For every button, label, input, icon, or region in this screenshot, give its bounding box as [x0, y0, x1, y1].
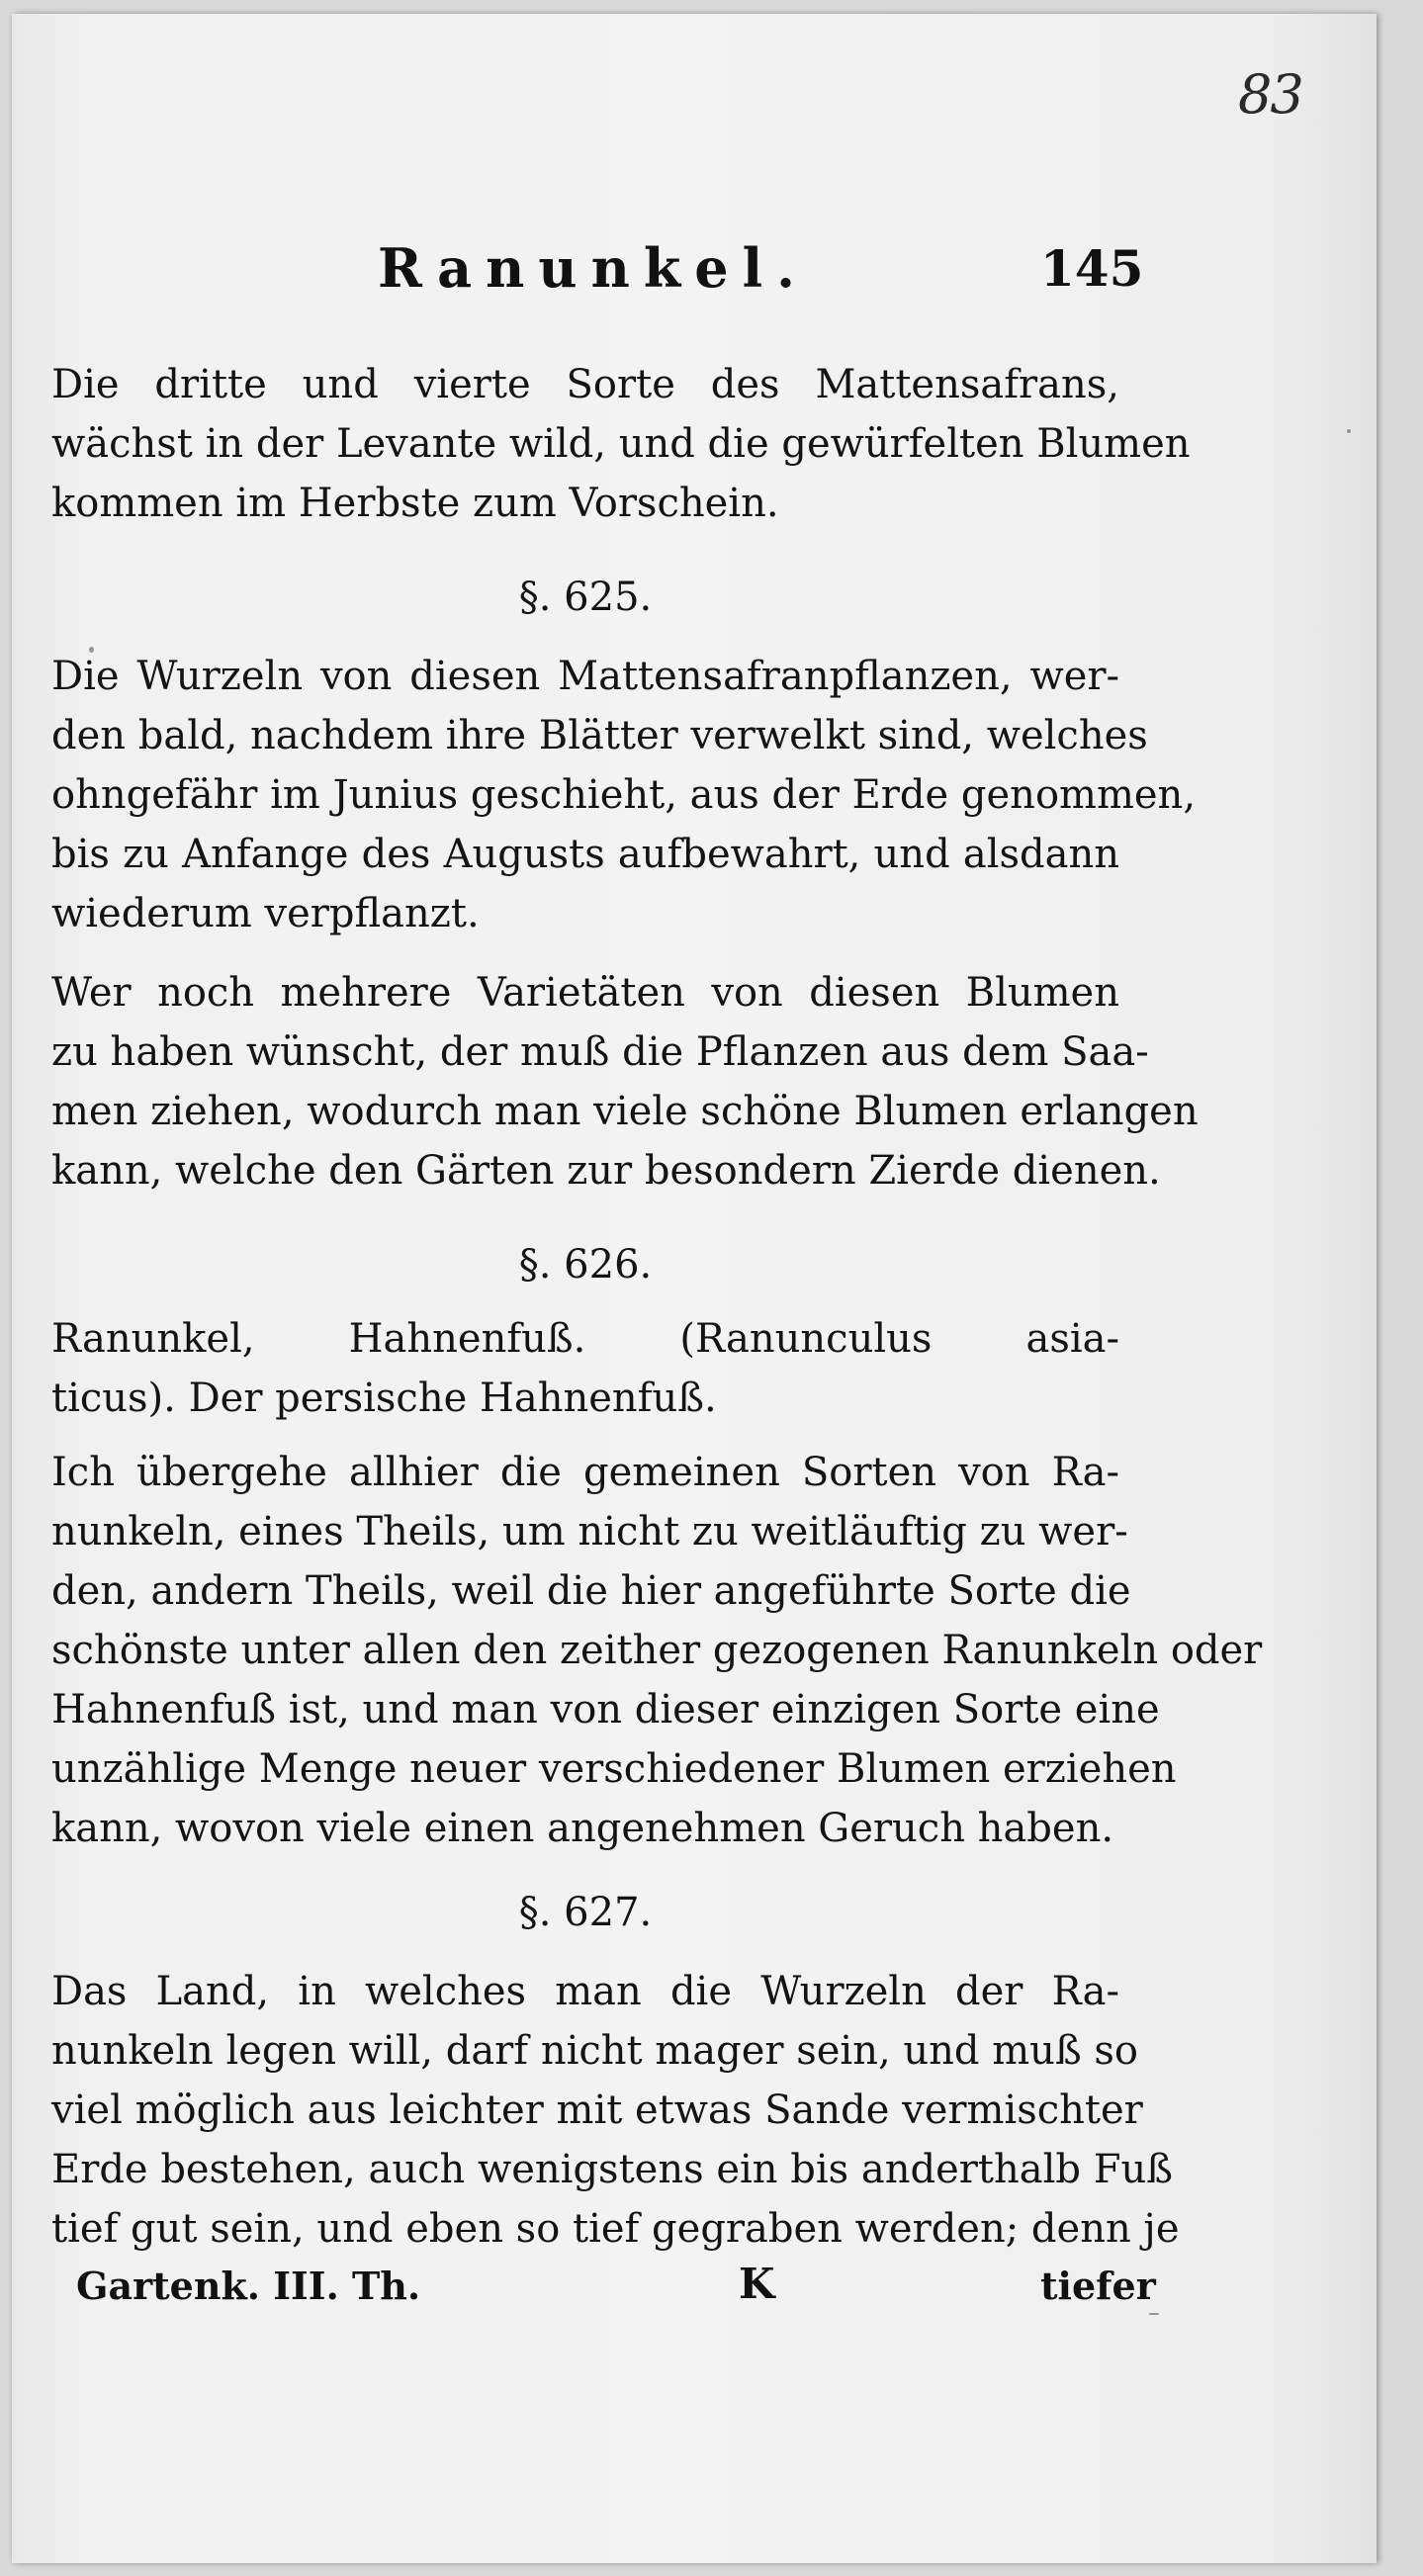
text-line: kann, wovon viele einen angenehmen Geruch haben. — [51, 1806, 1114, 1851]
section-heading-625: §. 625. — [518, 575, 653, 620]
text-line: ohngefähr im Junius geschieht, aus der Erde genommen, — [51, 772, 1197, 818]
page-number: 145 — [1040, 239, 1144, 298]
text-line: den bald, nachdem ihre Blätter verwelkt sind, welches — [51, 713, 1148, 758]
text-line: Die Wurzeln von diesen Mattensafranpflanzen, wer- — [51, 654, 1119, 699]
text-line: Ranunkel, Hahnenfuß. (Ranunculus asia- — [51, 1316, 1119, 1362]
signature-mark: Gartenk. III. Th. — [76, 2264, 421, 2308]
text-line: Die dritte und vierte Sorte des Mattensafrans, — [51, 362, 1119, 407]
text-line: wiederum verpflanzt. — [51, 891, 480, 936]
text-line: zu haben wünscht, der muß die Pflanzen aus dem Saa- — [51, 1029, 1149, 1075]
text-line: kommen im Herbste zum Vorschein. — [51, 481, 779, 526]
scan-speck — [89, 647, 94, 653]
text-line: kann, welche den Gärten zur besondern Zierde dienen. — [51, 1148, 1161, 1194]
running-title: Ranunkel. — [378, 236, 809, 300]
text-line: men ziehen, wodurch man viele schöne Blumen erlangen — [51, 1089, 1199, 1134]
book-page — [12, 14, 1377, 2563]
text-line: Wer noch mehrere Varietäten von diesen Blumen — [51, 970, 1119, 1016]
text-line: Ich übergehe allhier die gemeinen Sorten von Ra- — [51, 1450, 1119, 1495]
section-heading-627: §. 627. — [518, 1890, 653, 1935]
text-line: den, andern Theils, weil die hier angeführte Sorte die — [51, 1568, 1131, 1614]
text-line: Erde bestehen, auch wenigstens ein bis anderthalb Fuß — [51, 2147, 1173, 2192]
text-line: tief gut sein, und eben so tief gegraben werden; denn je — [51, 2206, 1180, 2252]
text-line: viel möglich aus leichter mit etwas Sande vermischter — [51, 2087, 1143, 2133]
text-line: nunkeln, eines Theils, um nicht zu weitläuftig zu wer- — [51, 1509, 1128, 1554]
catchword: tiefer — [1040, 2264, 1156, 2308]
text-line: ticus). Der persische Hahnenfuß. — [51, 1376, 717, 1421]
scan-speck — [1149, 2313, 1159, 2315]
text-line: wächst in der Levante wild, und die gewürfelten Blumen — [51, 421, 1191, 467]
signature-letter: K — [739, 2260, 775, 2308]
text-line: schönste unter allen den zeither gezogenen Ranunkeln oder — [51, 1628, 1263, 1673]
handwritten-folio-number: 83 — [1238, 63, 1302, 126]
text-line: unzählige Menge neuer verschiedener Blumen erziehen — [51, 1746, 1177, 1792]
scan-speck — [1347, 429, 1351, 433]
text-line: nunkeln legen will, darf nicht mager sein, und muß so — [51, 2028, 1138, 2074]
text-line: Hahnenfuß ist, und man von dieser einzigen Sorte eine — [51, 1687, 1160, 1732]
text-line: Das Land, in welches man die Wurzeln der Ra- — [51, 1969, 1119, 2014]
text-line: bis zu Anfange des Augusts aufbewahrt, und alsdann — [51, 832, 1119, 877]
section-heading-626: §. 626. — [518, 1242, 653, 1288]
